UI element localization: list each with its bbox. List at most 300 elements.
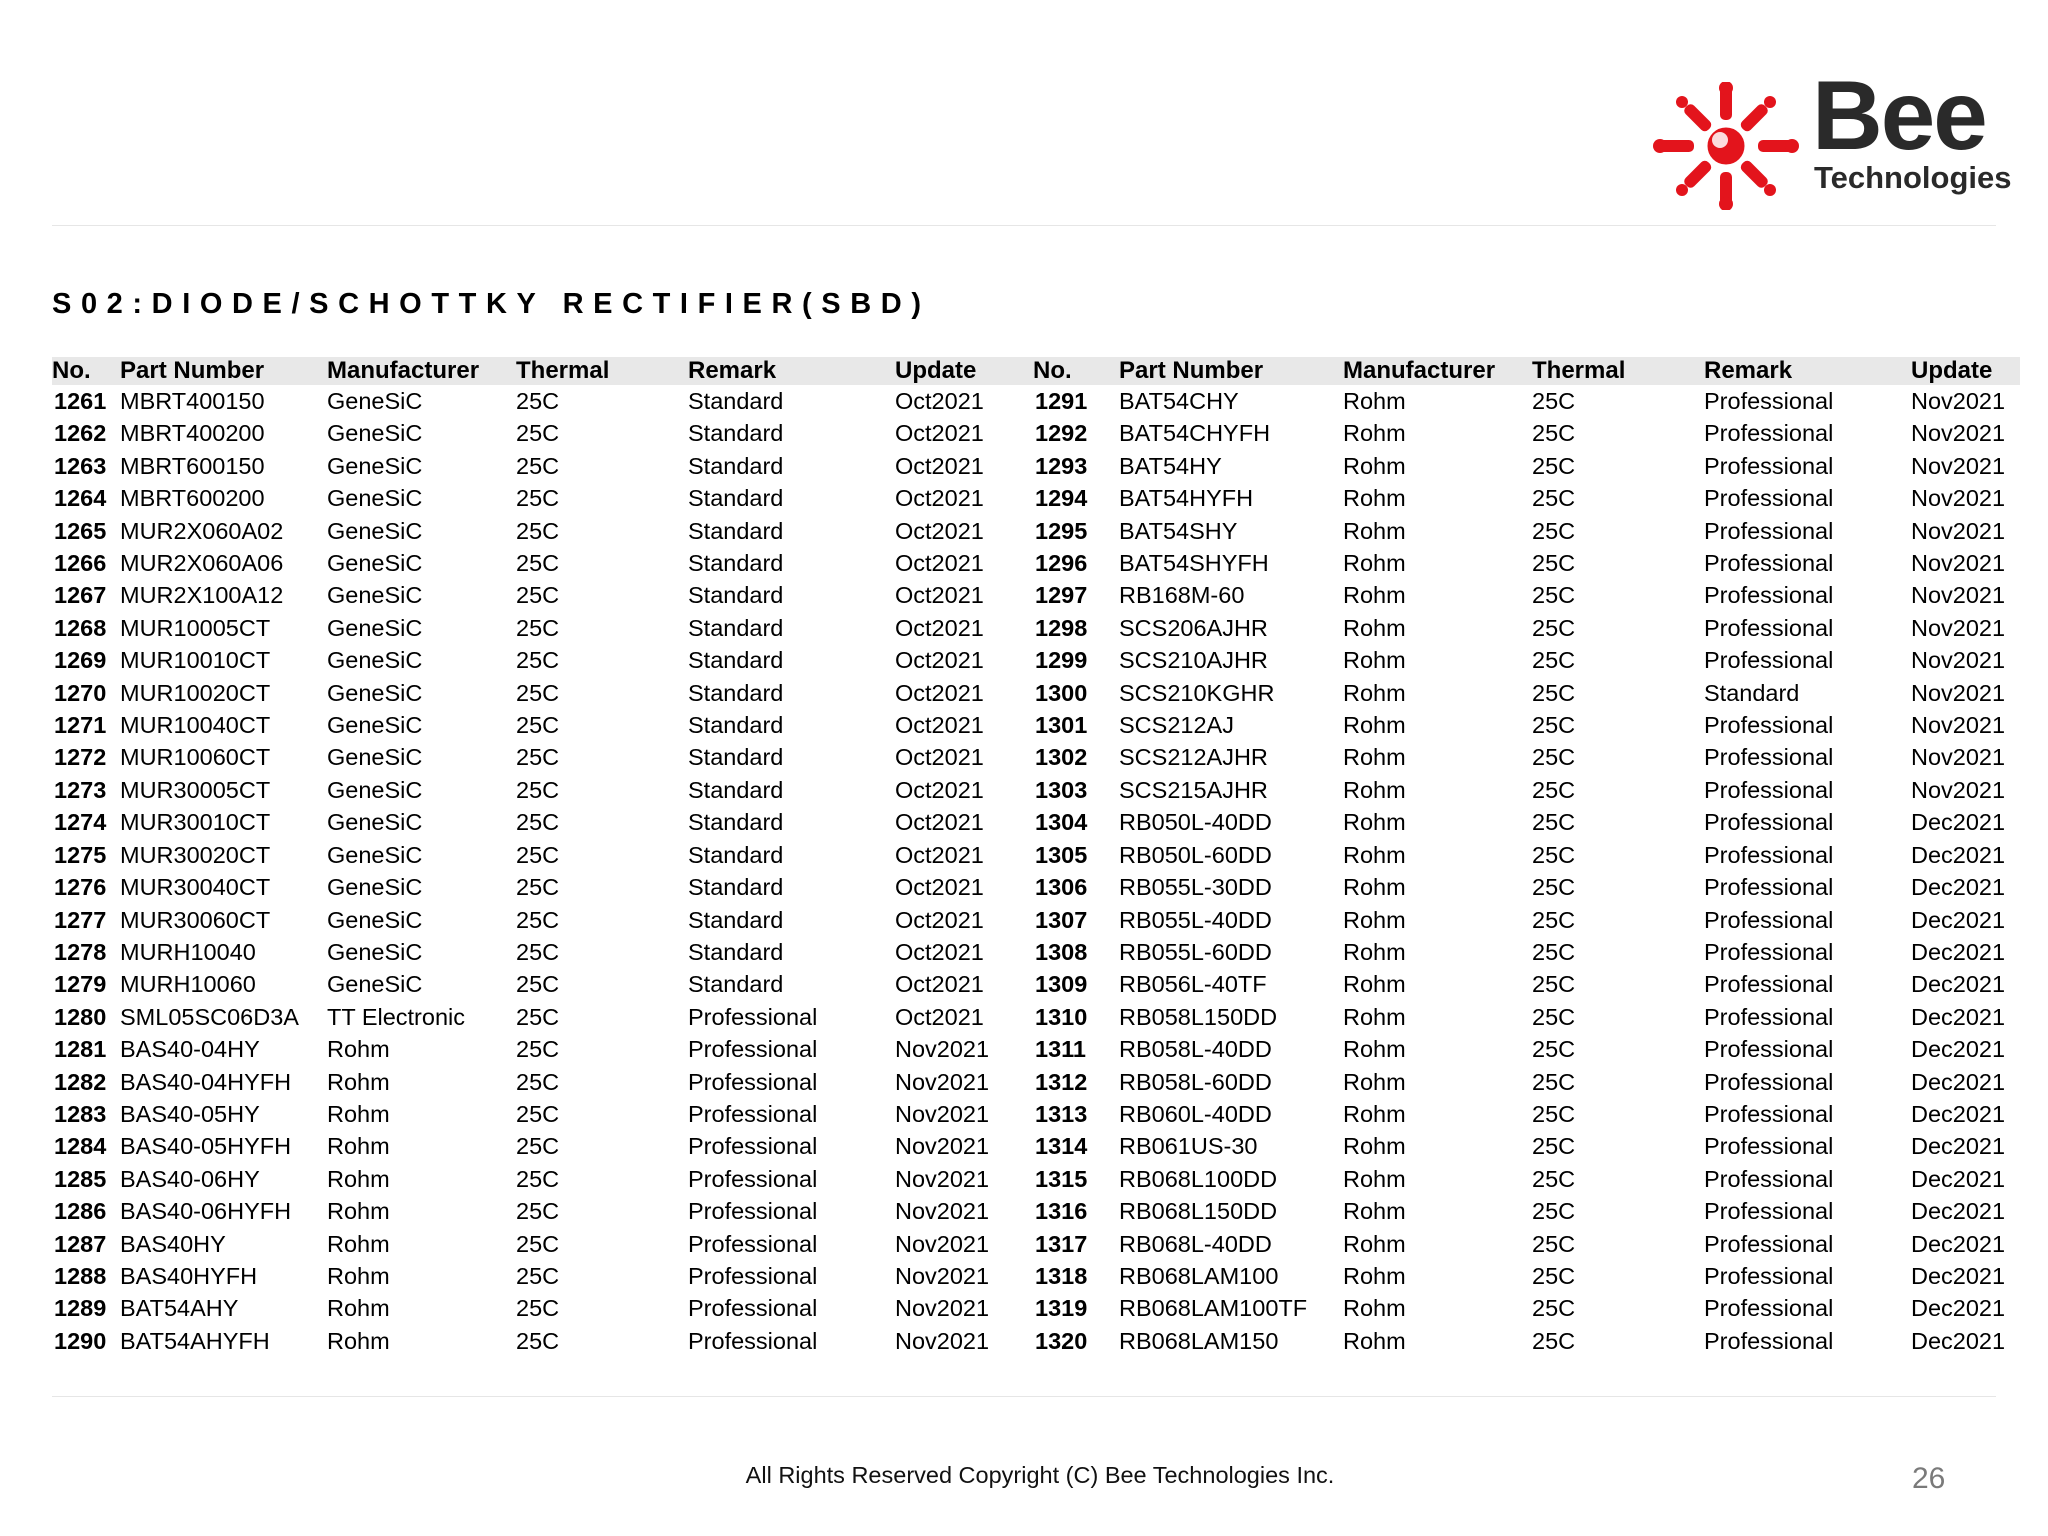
cell-remark: Professional (1704, 517, 1834, 544)
cell-manufacturer: GeneSiC (327, 906, 423, 933)
cell-thermal: 25C (1532, 1230, 1576, 1257)
cell-no: 1312 (1035, 1068, 1088, 1095)
cell-part-number: RB056L-40TF (1119, 971, 1267, 998)
cell-part-number: SCS212AJHR (1119, 744, 1268, 771)
cell-part-number: RB068L-40DD (1119, 1230, 1272, 1257)
cell-update: Nov2021 (1911, 679, 2006, 706)
cell-part-number: MBRT400200 (120, 420, 265, 447)
cell-thermal: 25C (516, 874, 560, 901)
cell-no: 1309 (1035, 971, 1088, 998)
cell-thermal: 25C (1532, 1003, 1576, 1030)
cell-manufacturer: Rohm (1343, 1100, 1406, 1127)
cell-remark: Standard (688, 582, 784, 609)
cell-remark: Professional (688, 1100, 818, 1127)
cell-no: 1278 (54, 938, 107, 965)
cell-no: 1302 (1035, 744, 1088, 771)
cell-remark: Standard (688, 485, 784, 512)
cell-update: Oct2021 (895, 809, 984, 836)
cell-update: Dec2021 (1911, 906, 2006, 933)
cell-thermal: 25C (516, 452, 560, 479)
cell-remark: Professional (1704, 1262, 1834, 1289)
table-row (52, 385, 2020, 417)
cell-update: Nov2021 (1911, 614, 2006, 641)
cell-remark: Standard (1704, 679, 1800, 706)
cell-no: 1308 (1035, 938, 1088, 965)
cell-thermal: 25C (1532, 485, 1576, 512)
cell-manufacturer: Rohm (1343, 1068, 1406, 1095)
table-row (52, 612, 2020, 644)
cell-remark: Professional (1704, 485, 1834, 512)
cell-part-number: MUR10040CT (120, 712, 271, 739)
cell-remark: Professional (1704, 1036, 1834, 1063)
column-header-manufacturer-right: Manufacturer (1343, 357, 1532, 385)
cell-update: Nov2021 (1911, 744, 2006, 771)
cell-remark: Standard (688, 809, 784, 836)
cell-part-number: BAS40HYFH (120, 1262, 258, 1289)
cell-remark: Professional (1704, 452, 1834, 479)
cell-part-number: BAS40HY (120, 1230, 226, 1257)
cell-manufacturer: Rohm (1343, 1133, 1406, 1160)
cell-manufacturer: GeneSiC (327, 388, 423, 414)
cell-remark: Standard (688, 452, 784, 479)
cell-no: 1268 (54, 614, 107, 641)
bee-burst-icon (1652, 82, 1802, 210)
cell-part-number: RB068LAM100TF (1119, 1295, 1308, 1322)
cell-thermal: 25C (516, 1003, 560, 1030)
cell-manufacturer: TT Electronic (327, 1003, 465, 1030)
cell-part-number: RB058L-60DD (1119, 1068, 1272, 1095)
cell-no: 1262 (54, 420, 107, 447)
cell-no: 1314 (1035, 1133, 1088, 1160)
column-header-thermal-right: Thermal (1532, 357, 1704, 385)
cell-update: Nov2021 (1911, 452, 2006, 479)
cell-thermal: 25C (516, 971, 560, 998)
cell-no: 1276 (54, 874, 107, 901)
cell-no: 1275 (54, 841, 107, 868)
cell-no: 1299 (1035, 647, 1088, 674)
cell-update: Nov2021 (895, 1068, 990, 1095)
table-row (52, 741, 2020, 773)
cell-no: 1317 (1035, 1230, 1088, 1257)
cell-no: 1291 (1035, 388, 1088, 414)
cell-update: Dec2021 (1911, 809, 2006, 836)
cell-no: 1311 (1035, 1036, 1086, 1063)
section-title: S02:DIODE/SCHOTTKY RECTIFIER(SBD) (52, 288, 931, 320)
table-row (52, 579, 2020, 611)
cell-no: 1313 (1035, 1100, 1088, 1127)
cell-part-number: RB068LAM100 (1119, 1262, 1279, 1289)
table-row (52, 644, 2020, 676)
cell-manufacturer: Rohm (1343, 841, 1406, 868)
cell-no: 1271 (54, 712, 107, 739)
cell-update: Oct2021 (895, 906, 984, 933)
cell-remark: Professional (1704, 1068, 1834, 1095)
cell-thermal: 25C (1532, 1262, 1576, 1289)
cell-part-number: RB068L150DD (1119, 1198, 1278, 1225)
cell-manufacturer: Rohm (1343, 874, 1406, 901)
cell-update: Oct2021 (895, 938, 984, 965)
cell-thermal: 25C (1532, 874, 1576, 901)
table-row (52, 936, 2020, 968)
cell-thermal: 25C (516, 517, 560, 544)
cell-remark: Professional (1704, 776, 1834, 803)
cell-update: Dec2021 (1911, 1100, 2006, 1127)
cell-update: Nov2021 (895, 1262, 990, 1289)
cell-manufacturer: Rohm (1343, 1230, 1406, 1257)
cell-manufacturer: GeneSiC (327, 776, 423, 803)
cell-thermal: 25C (1532, 1133, 1576, 1160)
cell-manufacturer: Rohm (1343, 582, 1406, 609)
cell-manufacturer: Rohm (327, 1036, 390, 1063)
cell-thermal: 25C (516, 1198, 560, 1225)
cell-remark: Professional (1704, 1003, 1834, 1030)
cell-manufacturer: GeneSiC (327, 744, 423, 771)
cell-manufacturer: Rohm (1343, 1036, 1406, 1063)
cell-remark: Professional (1704, 809, 1834, 836)
column-header-thermal-left: Thermal (516, 357, 688, 385)
cell-manufacturer: Rohm (1343, 614, 1406, 641)
cell-no: 1294 (1035, 485, 1088, 512)
cell-remark: Standard (688, 614, 784, 641)
table-row (52, 1292, 2020, 1324)
cell-thermal: 25C (1532, 938, 1576, 965)
table-row (52, 904, 2020, 936)
cell-remark: Professional (1704, 1133, 1834, 1160)
cell-no: 1284 (54, 1133, 107, 1160)
cell-thermal: 25C (1532, 1327, 1576, 1354)
cell-remark: Professional (1704, 1230, 1834, 1257)
cell-manufacturer: Rohm (327, 1262, 390, 1289)
cell-update: Nov2021 (895, 1295, 990, 1322)
table-row (52, 1260, 2020, 1292)
cell-remark: Professional (688, 1036, 818, 1063)
cell-manufacturer: GeneSiC (327, 550, 423, 577)
cell-remark: Standard (688, 776, 784, 803)
column-header-no-left: No. (52, 357, 120, 385)
cell-remark: Professional (688, 1198, 818, 1225)
cell-thermal: 25C (1532, 776, 1576, 803)
cell-thermal: 25C (1532, 388, 1576, 414)
cell-remark: Professional (688, 1327, 818, 1354)
cell-part-number: BAS40-04HYFH (120, 1068, 292, 1095)
cell-update: Dec2021 (1911, 1230, 2006, 1257)
cell-remark: Professional (1704, 1198, 1834, 1225)
cell-remark: Professional (1704, 420, 1834, 447)
table-row (52, 1163, 2020, 1195)
cell-update: Oct2021 (895, 420, 984, 447)
cell-manufacturer: GeneSiC (327, 938, 423, 965)
cell-manufacturer: Rohm (1343, 971, 1406, 998)
cell-thermal: 25C (516, 388, 560, 414)
cell-update: Nov2021 (895, 1036, 990, 1063)
cell-remark: Standard (688, 679, 784, 706)
cell-remark: Professional (1704, 550, 1834, 577)
cell-update: Oct2021 (895, 874, 984, 901)
cell-remark: Professional (1704, 1295, 1834, 1322)
cell-thermal: 25C (1532, 420, 1576, 447)
cell-update: Nov2021 (1911, 517, 2006, 544)
cell-update: Dec2021 (1911, 938, 2006, 965)
cell-no: 1264 (54, 485, 107, 512)
cell-update: Dec2021 (1911, 1295, 2006, 1322)
cell-remark: Professional (688, 1133, 818, 1160)
cell-part-number: RB060L-40DD (1119, 1100, 1272, 1127)
column-header-no-right: No. (1033, 357, 1119, 385)
cell-part-number: MUR30005CT (120, 776, 271, 803)
cell-remark: Standard (688, 550, 784, 577)
cell-no: 1306 (1035, 874, 1088, 901)
table-row (52, 1325, 2020, 1357)
cell-remark: Professional (1704, 1100, 1834, 1127)
cell-thermal: 25C (516, 1230, 560, 1257)
table-row (52, 871, 2020, 903)
cell-thermal: 25C (516, 1133, 560, 1160)
column-header-update-left: Update (895, 357, 1033, 385)
cell-no: 1295 (1035, 517, 1088, 544)
cell-update: Oct2021 (895, 841, 984, 868)
cell-manufacturer: Rohm (1343, 647, 1406, 674)
cell-part-number: BAS40-05HYFH (120, 1133, 292, 1160)
cell-remark: Professional (1704, 841, 1834, 868)
table-row (52, 1228, 2020, 1260)
footer-divider (52, 1396, 1996, 1397)
cell-manufacturer: Rohm (1343, 744, 1406, 771)
cell-manufacturer: GeneSiC (327, 874, 423, 901)
cell-manufacturer: GeneSiC (327, 712, 423, 739)
cell-part-number: MUR2X060A06 (120, 550, 284, 577)
cell-update: Dec2021 (1911, 1262, 2006, 1289)
cell-update: Oct2021 (895, 1003, 984, 1030)
cell-part-number: BAT54CHY (1119, 388, 1239, 414)
cell-no: 1304 (1035, 809, 1088, 836)
cell-remark: Professional (688, 1295, 818, 1322)
cell-no: 1287 (54, 1230, 107, 1257)
cell-update: Nov2021 (895, 1327, 990, 1354)
cell-part-number: SCS215AJHR (1119, 776, 1268, 803)
cell-manufacturer: GeneSiC (327, 841, 423, 868)
cell-thermal: 25C (516, 841, 560, 868)
cell-manufacturer: GeneSiC (327, 971, 423, 998)
cell-no: 1301 (1035, 712, 1088, 739)
cell-thermal: 25C (516, 614, 560, 641)
cell-remark: Professional (688, 1230, 818, 1257)
cell-manufacturer: Rohm (1343, 1327, 1406, 1354)
cell-update: Oct2021 (895, 614, 984, 641)
cell-thermal: 25C (516, 582, 560, 609)
column-header-remark-left: Remark (688, 357, 895, 385)
cell-no: 1267 (54, 582, 107, 609)
cell-thermal: 25C (516, 550, 560, 577)
cell-update: Oct2021 (895, 679, 984, 706)
cell-manufacturer: Rohm (1343, 1262, 1406, 1289)
cell-part-number: SML05SC06D3A (120, 1003, 299, 1030)
cell-update: Nov2021 (895, 1165, 990, 1192)
cell-part-number: MURH10060 (120, 971, 256, 998)
cell-update: Dec2021 (1911, 1198, 2006, 1225)
cell-update: Nov2021 (1911, 420, 2006, 447)
table-row (52, 1195, 2020, 1227)
cell-part-number: BAT54HYFH (1119, 485, 1254, 512)
cell-thermal: 25C (516, 485, 560, 512)
cell-part-number: BAS40-06HY (120, 1165, 260, 1192)
table-header-row (52, 357, 2020, 385)
cell-manufacturer: Rohm (1343, 452, 1406, 479)
cell-update: Oct2021 (895, 388, 984, 414)
cell-thermal: 25C (1532, 1165, 1576, 1192)
cell-thermal: 25C (516, 1262, 560, 1289)
cell-update: Dec2021 (1911, 1133, 2006, 1160)
cell-no: 1298 (1035, 614, 1088, 641)
cell-thermal: 25C (1532, 517, 1576, 544)
cell-update: Nov2021 (1911, 485, 2006, 512)
cell-manufacturer: Rohm (327, 1068, 390, 1095)
cell-part-number: MUR10020CT (120, 679, 271, 706)
cell-thermal: 25C (1532, 744, 1576, 771)
cell-manufacturer: Rohm (1343, 1198, 1406, 1225)
cell-remark: Standard (688, 517, 784, 544)
cell-thermal: 25C (516, 679, 560, 706)
column-header-update-right: Update (1911, 357, 2020, 385)
cell-manufacturer: Rohm (1343, 1003, 1406, 1030)
table-row (52, 774, 2020, 806)
cell-thermal: 25C (1532, 1036, 1576, 1063)
cell-no: 1292 (1035, 420, 1088, 447)
cell-thermal: 25C (516, 1327, 560, 1354)
cell-remark: Professional (1704, 388, 1834, 414)
logo-tagline: Technologies (1814, 160, 2012, 195)
cell-no: 1280 (54, 1003, 107, 1030)
cell-part-number: BAT54AHYFH (120, 1327, 270, 1354)
cell-update: Nov2021 (1911, 776, 2006, 803)
cell-part-number: MUR10060CT (120, 744, 271, 771)
cell-part-number: RB055L-40DD (1119, 906, 1272, 933)
cell-no: 1320 (1035, 1327, 1088, 1354)
cell-part-number: RB168M-60 (1119, 582, 1245, 609)
cell-remark: Professional (1704, 614, 1834, 641)
cell-part-number: BAS40-04HY (120, 1036, 260, 1063)
table-row (52, 1130, 2020, 1162)
table-row (52, 1001, 2020, 1033)
cell-manufacturer: Rohm (1343, 1295, 1406, 1322)
table-body (52, 385, 2020, 1357)
cell-part-number: SCS206AJHR (1119, 614, 1268, 641)
cell-update: Nov2021 (895, 1230, 990, 1257)
cell-manufacturer: Rohm (1343, 679, 1406, 706)
cell-part-number: SCS212AJ (1119, 712, 1234, 739)
cell-part-number: BAS40-06HYFH (120, 1198, 292, 1225)
table-row (52, 1033, 2020, 1065)
cell-update: Oct2021 (895, 452, 984, 479)
cell-no: 1279 (54, 971, 107, 998)
cell-update: Nov2021 (895, 1133, 990, 1160)
cell-part-number: RB058L-40DD (1119, 1036, 1272, 1063)
table-row (52, 450, 2020, 482)
cell-no: 1277 (54, 906, 107, 933)
cell-remark: Professional (1704, 1327, 1834, 1354)
cell-part-number: RB050L-60DD (1119, 841, 1272, 868)
cell-remark: Professional (688, 1003, 818, 1030)
cell-thermal: 25C (516, 1068, 560, 1095)
cell-manufacturer: Rohm (1343, 712, 1406, 739)
cell-thermal: 25C (516, 647, 560, 674)
cell-no: 1293 (1035, 452, 1088, 479)
cell-part-number: RB055L-30DD (1119, 874, 1272, 901)
cell-manufacturer: GeneSiC (327, 452, 423, 479)
cell-manufacturer: GeneSiC (327, 582, 423, 609)
logo-wordmark: Bee (1812, 60, 1986, 170)
cell-no: 1310 (1035, 1003, 1088, 1030)
cell-manufacturer: GeneSiC (327, 647, 423, 674)
cell-update: Oct2021 (895, 744, 984, 771)
cell-manufacturer: Rohm (327, 1165, 390, 1192)
cell-update: Oct2021 (895, 647, 984, 674)
cell-no: 1274 (54, 809, 107, 836)
cell-remark: Professional (1704, 971, 1834, 998)
cell-manufacturer: Rohm (327, 1100, 390, 1127)
cell-no: 1261 (54, 388, 107, 414)
column-header-part-number-right: Part Number (1119, 357, 1343, 385)
cell-no: 1270 (54, 679, 107, 706)
cell-update: Dec2021 (1911, 1165, 2006, 1192)
cell-update: Nov2021 (1911, 388, 2006, 414)
cell-part-number: RB058L150DD (1119, 1003, 1278, 1030)
cell-thermal: 25C (1532, 1100, 1576, 1127)
cell-no: 1283 (54, 1100, 107, 1127)
cell-thermal: 25C (516, 776, 560, 803)
cell-manufacturer: Rohm (1343, 485, 1406, 512)
cell-update: Dec2021 (1911, 1068, 2006, 1095)
cell-no: 1290 (54, 1327, 107, 1354)
cell-no: 1319 (1035, 1295, 1088, 1322)
cell-thermal: 25C (516, 1295, 560, 1322)
cell-update: Oct2021 (895, 550, 984, 577)
cell-no: 1300 (1035, 679, 1088, 706)
cell-update: Dec2021 (1911, 841, 2006, 868)
cell-part-number: SCS210AJHR (1119, 647, 1268, 674)
parts-table (52, 357, 2020, 1357)
cell-manufacturer: Rohm (327, 1295, 390, 1322)
cell-remark: Professional (1704, 938, 1834, 965)
cell-no: 1315 (1035, 1165, 1088, 1192)
cell-manufacturer: Rohm (1343, 550, 1406, 577)
cell-update: Dec2021 (1911, 1003, 2006, 1030)
cell-part-number: SCS210KGHR (1119, 679, 1275, 706)
cell-thermal: 25C (1532, 1068, 1576, 1095)
column-header-part-number-left: Part Number (120, 357, 327, 385)
cell-update: Nov2021 (1911, 550, 2006, 577)
cell-manufacturer: Rohm (327, 1327, 390, 1354)
cell-remark: Professional (688, 1262, 818, 1289)
cell-no: 1297 (1035, 582, 1088, 609)
cell-thermal: 25C (1532, 906, 1576, 933)
cell-no: 1266 (54, 550, 107, 577)
cell-no: 1318 (1035, 1262, 1088, 1289)
cell-thermal: 25C (1532, 1295, 1576, 1322)
cell-thermal: 25C (1532, 582, 1576, 609)
table-row (52, 1098, 2020, 1130)
cell-thermal: 25C (516, 809, 560, 836)
cell-part-number: RB068L100DD (1119, 1165, 1278, 1192)
cell-no: 1286 (54, 1198, 107, 1225)
page-number: 26 (1912, 1462, 1946, 1495)
cell-manufacturer: Rohm (1343, 517, 1406, 544)
cell-remark: Standard (688, 971, 784, 998)
cell-update: Oct2021 (895, 776, 984, 803)
cell-no: 1289 (54, 1295, 107, 1322)
cell-remark: Professional (1704, 582, 1834, 609)
table-row (52, 677, 2020, 709)
cell-update: Dec2021 (1911, 1036, 2006, 1063)
